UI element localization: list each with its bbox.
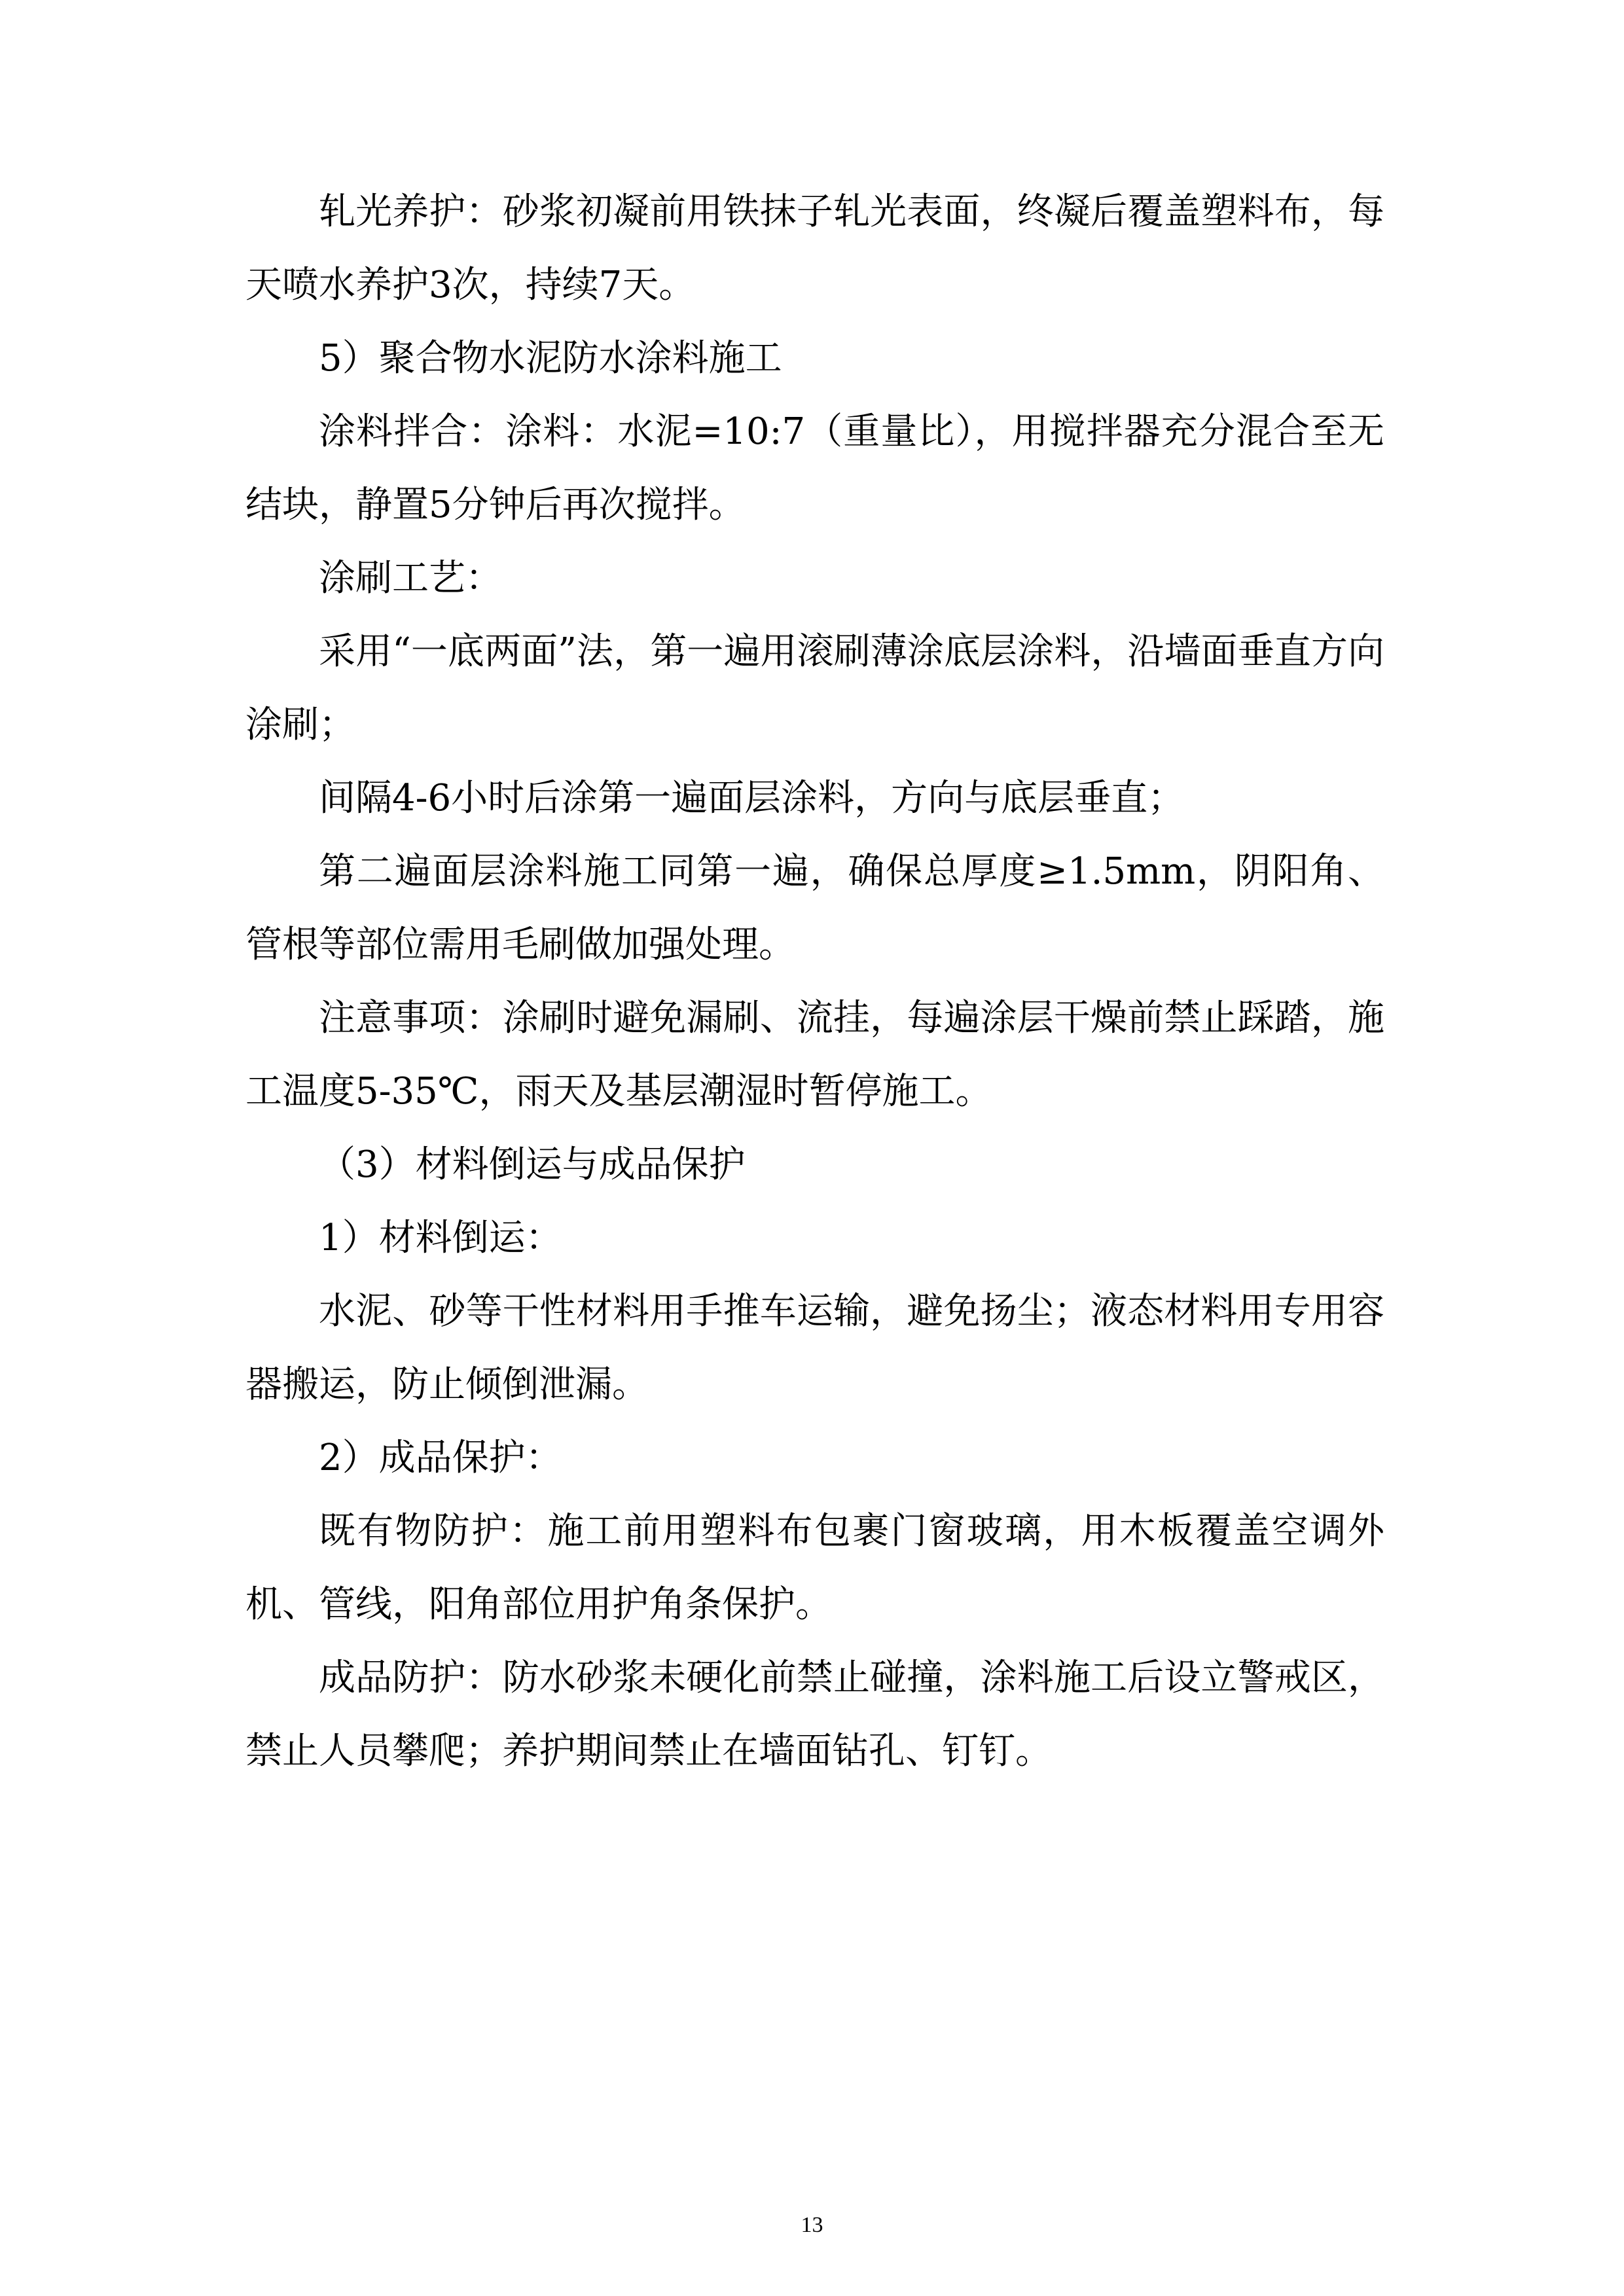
paragraph-brushing-method: 采用“一底两面”法，第一遍用滚刷薄涂底层涂料，沿墙面垂直方向涂刷； [245,630,1384,746]
page-number: 13 [801,2213,823,2237]
document-body [245,175,1384,1788]
paragraph-material-transfer: 水泥、砂等干性材料用手推车运输，避免扬尘；液态材料用专用容器搬运，防止倾倒泄漏。 [245,1290,1384,1406]
heading-material-transfer: 1）材料倒运： [319,1217,562,1259]
paragraph-mixing: 涂料拌合：涂料：水泥=10:7（重量比），用搅拌器充分混合至无结块，静置5分钟后再次搅拌。 [245,410,1384,526]
paragraph-finished-protection: 成品防护：防水砂浆未硬化前禁止碰撞，涂料施工后设立警戒区，禁止人员攀爬；养护期间禁止在墙面钻孔、钉钉。 [245,1657,1384,1772]
heading-polymer-coating: 5）聚合物水泥防水涂料施工 [319,337,782,380]
paragraph-brushing-title: 涂刷工艺： [319,557,502,600]
paragraph-precautions: 注意事项：涂刷时避免漏刷、流挂，每遍涂层干燥前禁止踩踏，施工温度5-35℃，雨天及基层潮湿时暂停施工。 [245,997,1384,1113]
heading-material-protection: （3）材料倒运与成品保护 [319,1143,746,1186]
paragraph-curing: 轧光养护：砂浆初凝前用铁抹子轧光表面，终凝后覆盖塑料布，每天喷水养护3次，持续7天。 [245,190,1384,306]
paragraph-existing-protection: 既有物防护：施工前用塑料布包裹门窗玻璃，用木板覆盖空调外机、管线，阳角部位用护角条保护。 [245,1510,1384,1626]
heading-product-protection: 2）成品保护： [319,1437,562,1479]
paragraph-brushing-interval: 间隔4-6小时后涂第一遍面层涂料，方向与底层垂直； [319,777,1185,819]
paragraph-second-coat: 第二遍面层涂料施工同第一遍，确保总厚度≥1.5mm，阴阳角、管根等部位需用毛刷做加强处理。 [245,850,1384,966]
